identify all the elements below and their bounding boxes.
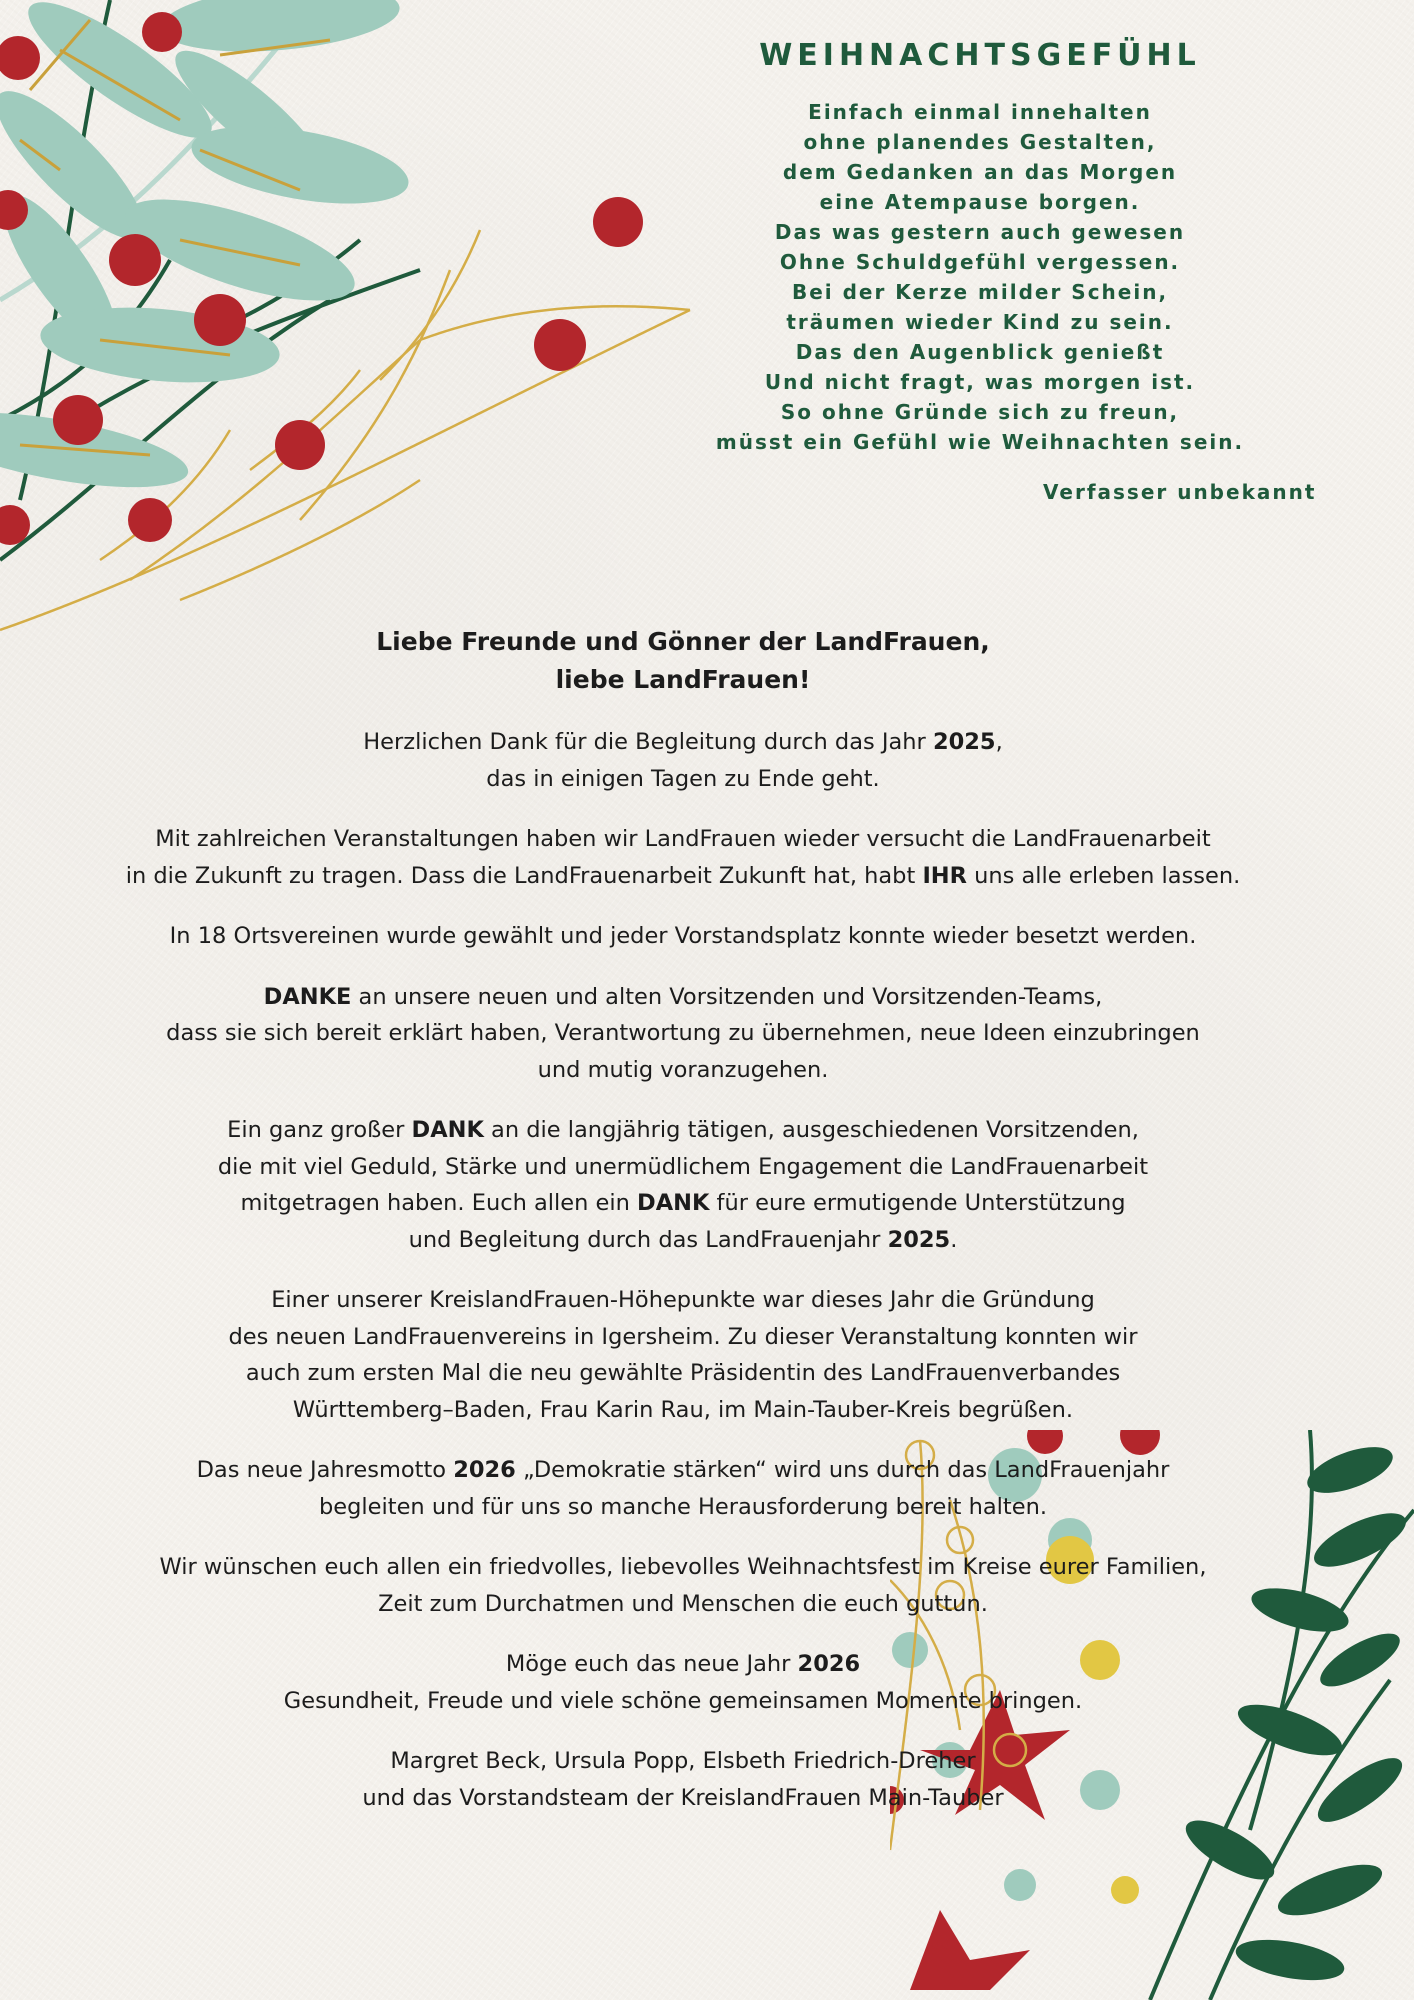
text-line: dass sie sich bereit erklärt haben, Verantwortung zu übernehmen, neue Ideen einzubringen: [166, 1020, 1200, 1046]
greeting-line: Liebe Freunde und Gönner der LandFrauen,: [376, 627, 990, 656]
paragraph-highlights: [40, 1282, 1326, 1428]
signature-line: und das Vorstandsteam der KreislandFrauen Main-Tauber: [362, 1784, 1004, 1811]
text-span: Herzlichen Dank für die Begleitung durch das Jahr: [363, 729, 933, 755]
text-line: [40, 1452, 1326, 1489]
poem-line: müsst ein Gefühl wie Weihnachten sein.: [715, 430, 1245, 454]
letter-body: [40, 623, 1326, 1840]
holly-branch-decoration-top: [0, 0, 700, 640]
poem-lines: [690, 97, 1270, 457]
signature: [40, 1743, 1326, 1816]
text-line: des neuen LandFrauenvereins in Igersheim. Zu dieser Veranstaltung konnten wir: [228, 1323, 1138, 1350]
text-span: uns alle erleben lassen.: [966, 862, 1241, 889]
bold-year: 2026: [797, 1651, 861, 1677]
text-span: für eure ermutigende Unterstützung: [709, 1190, 1126, 1216]
greeting: [40, 623, 1326, 699]
greeting-line: liebe LandFrauen!: [555, 665, 811, 694]
poem-line: dem Gedanken an das Morgen: [782, 160, 1178, 184]
poem-author: Verfasser unbekannt: [1043, 480, 1317, 504]
bold-year: 2025: [932, 729, 996, 755]
paragraph-thanks-year: [40, 724, 1326, 797]
text-span: an die langjährig tätigen, ausgeschiedenen Vorsitzenden,: [483, 1117, 1139, 1143]
text-span: „Demokratie stärken“ wird uns durch das LandFrauenjahr: [515, 1457, 1170, 1483]
text-span: an unsere neuen und alten Vorsitzenden und Vorsitzenden-Teams,: [351, 983, 1103, 1010]
text-span: und Begleitung durch das LandFrauenjahr: [408, 1226, 888, 1253]
poem-line: Bei der Kerze milder Schein,: [791, 280, 1169, 304]
poem-line: So ohne Gründe sich zu freun,: [780, 400, 1180, 424]
text-line: [40, 979, 1326, 1016]
text-line: die mit viel Geduld, Stärke und unermüdlichem Engagement die LandFrauenarbeit: [217, 1153, 1149, 1180]
text-line: begleiten und für uns so manche Herausforderung bereit halten.: [319, 1493, 1047, 1520]
paragraph-dank-former: [40, 1112, 1326, 1258]
paragraph-elections: [40, 918, 1326, 955]
text-line: [40, 1185, 1326, 1222]
text-line: das in einigen Tagen zu Ende geht.: [486, 765, 880, 792]
text-span: Das neue Jahresmotto: [196, 1457, 454, 1483]
poem-line: Das den Augenblick genießt: [795, 340, 1165, 364]
text-span: ,: [995, 729, 1003, 755]
text-span: mitgetragen haben. Euch allen ein: [240, 1190, 638, 1216]
paragraph-danke-chairs: [40, 979, 1326, 1089]
poem-line: eine Atempause borgen.: [819, 190, 1141, 214]
text-span: .: [950, 1226, 958, 1253]
poem-line: Und nicht fragt, was morgen ist.: [764, 370, 1196, 394]
text-line: Württemberg–Baden, Frau Karin Rau, im Main-Tauber-Kreis begrüßen.: [292, 1396, 1074, 1423]
paragraph-new-year: [40, 1646, 1326, 1719]
text-line: Wir wünschen euch allen ein friedvolles, liebevolles Weihnachtsfest im Kreise eurer Familien,: [159, 1554, 1207, 1580]
paragraph-christmas-wishes: [40, 1549, 1326, 1622]
text-line: [40, 1222, 1326, 1259]
paragraph-events: [40, 821, 1326, 894]
text-span: Ein ganz großer: [227, 1117, 412, 1143]
text-line: und mutig voranzugehen.: [537, 1056, 829, 1083]
bold-text: DANK: [637, 1190, 710, 1216]
text-line: Einer unserer KreislandFrauen-Höhepunkte war dieses Jahr die Gründung: [271, 1287, 1095, 1313]
paragraph-motto: [40, 1452, 1326, 1525]
bold-year: 2026: [453, 1457, 516, 1483]
text-line: [40, 1646, 1326, 1683]
bold-text: DANKE: [263, 983, 352, 1010]
text-span: Möge euch das neue Jahr: [505, 1651, 798, 1677]
poem-line: Ohne Schuldgefühl vergessen.: [779, 250, 1181, 274]
text-line: Zeit zum Durchatmen und Menschen die euch guttun.: [378, 1590, 988, 1617]
text-line: In 18 Ortsvereinen wurde gewählt und jeder Vorstandsplatz konnte wieder besetzt werden.: [169, 923, 1197, 949]
text-line: [40, 1112, 1326, 1149]
poem-line: Einfach einmal innehalten: [808, 100, 1152, 124]
poem-line: träumen wieder Kind zu sein.: [786, 310, 1174, 334]
text-span: in die Zukunft zu tragen. Dass die LandFrauenarbeit Zukunft hat, habt: [125, 862, 923, 889]
poem-line: ohne planendes Gestalten,: [803, 130, 1157, 154]
poem-line: Das was gestern auch gewesen: [774, 220, 1186, 244]
poem-title: WEIHNACHTSGEFÜHL: [759, 38, 1201, 73]
bold-year: 2025: [887, 1226, 951, 1253]
text-line: auch zum ersten Mal die neu gewählte Präsidentin des LandFrauenverbandes: [245, 1360, 1121, 1386]
bold-text: IHR: [922, 862, 967, 889]
text-line: [40, 724, 1326, 761]
text-line: Mit zahlreichen Veranstaltungen haben wir LandFrauen wieder versucht die LandFrauenarbeit: [155, 826, 1211, 852]
signature-line: Margret Beck, Ursula Popp, Elsbeth Friedrich-Dreher: [390, 1748, 976, 1774]
text-line: Gesundheit, Freude und viele schöne gemeinsamen Momente bringen.: [283, 1687, 1083, 1714]
bold-text: DANK: [411, 1117, 484, 1143]
text-line: [40, 858, 1326, 895]
poem-block: [690, 38, 1270, 457]
